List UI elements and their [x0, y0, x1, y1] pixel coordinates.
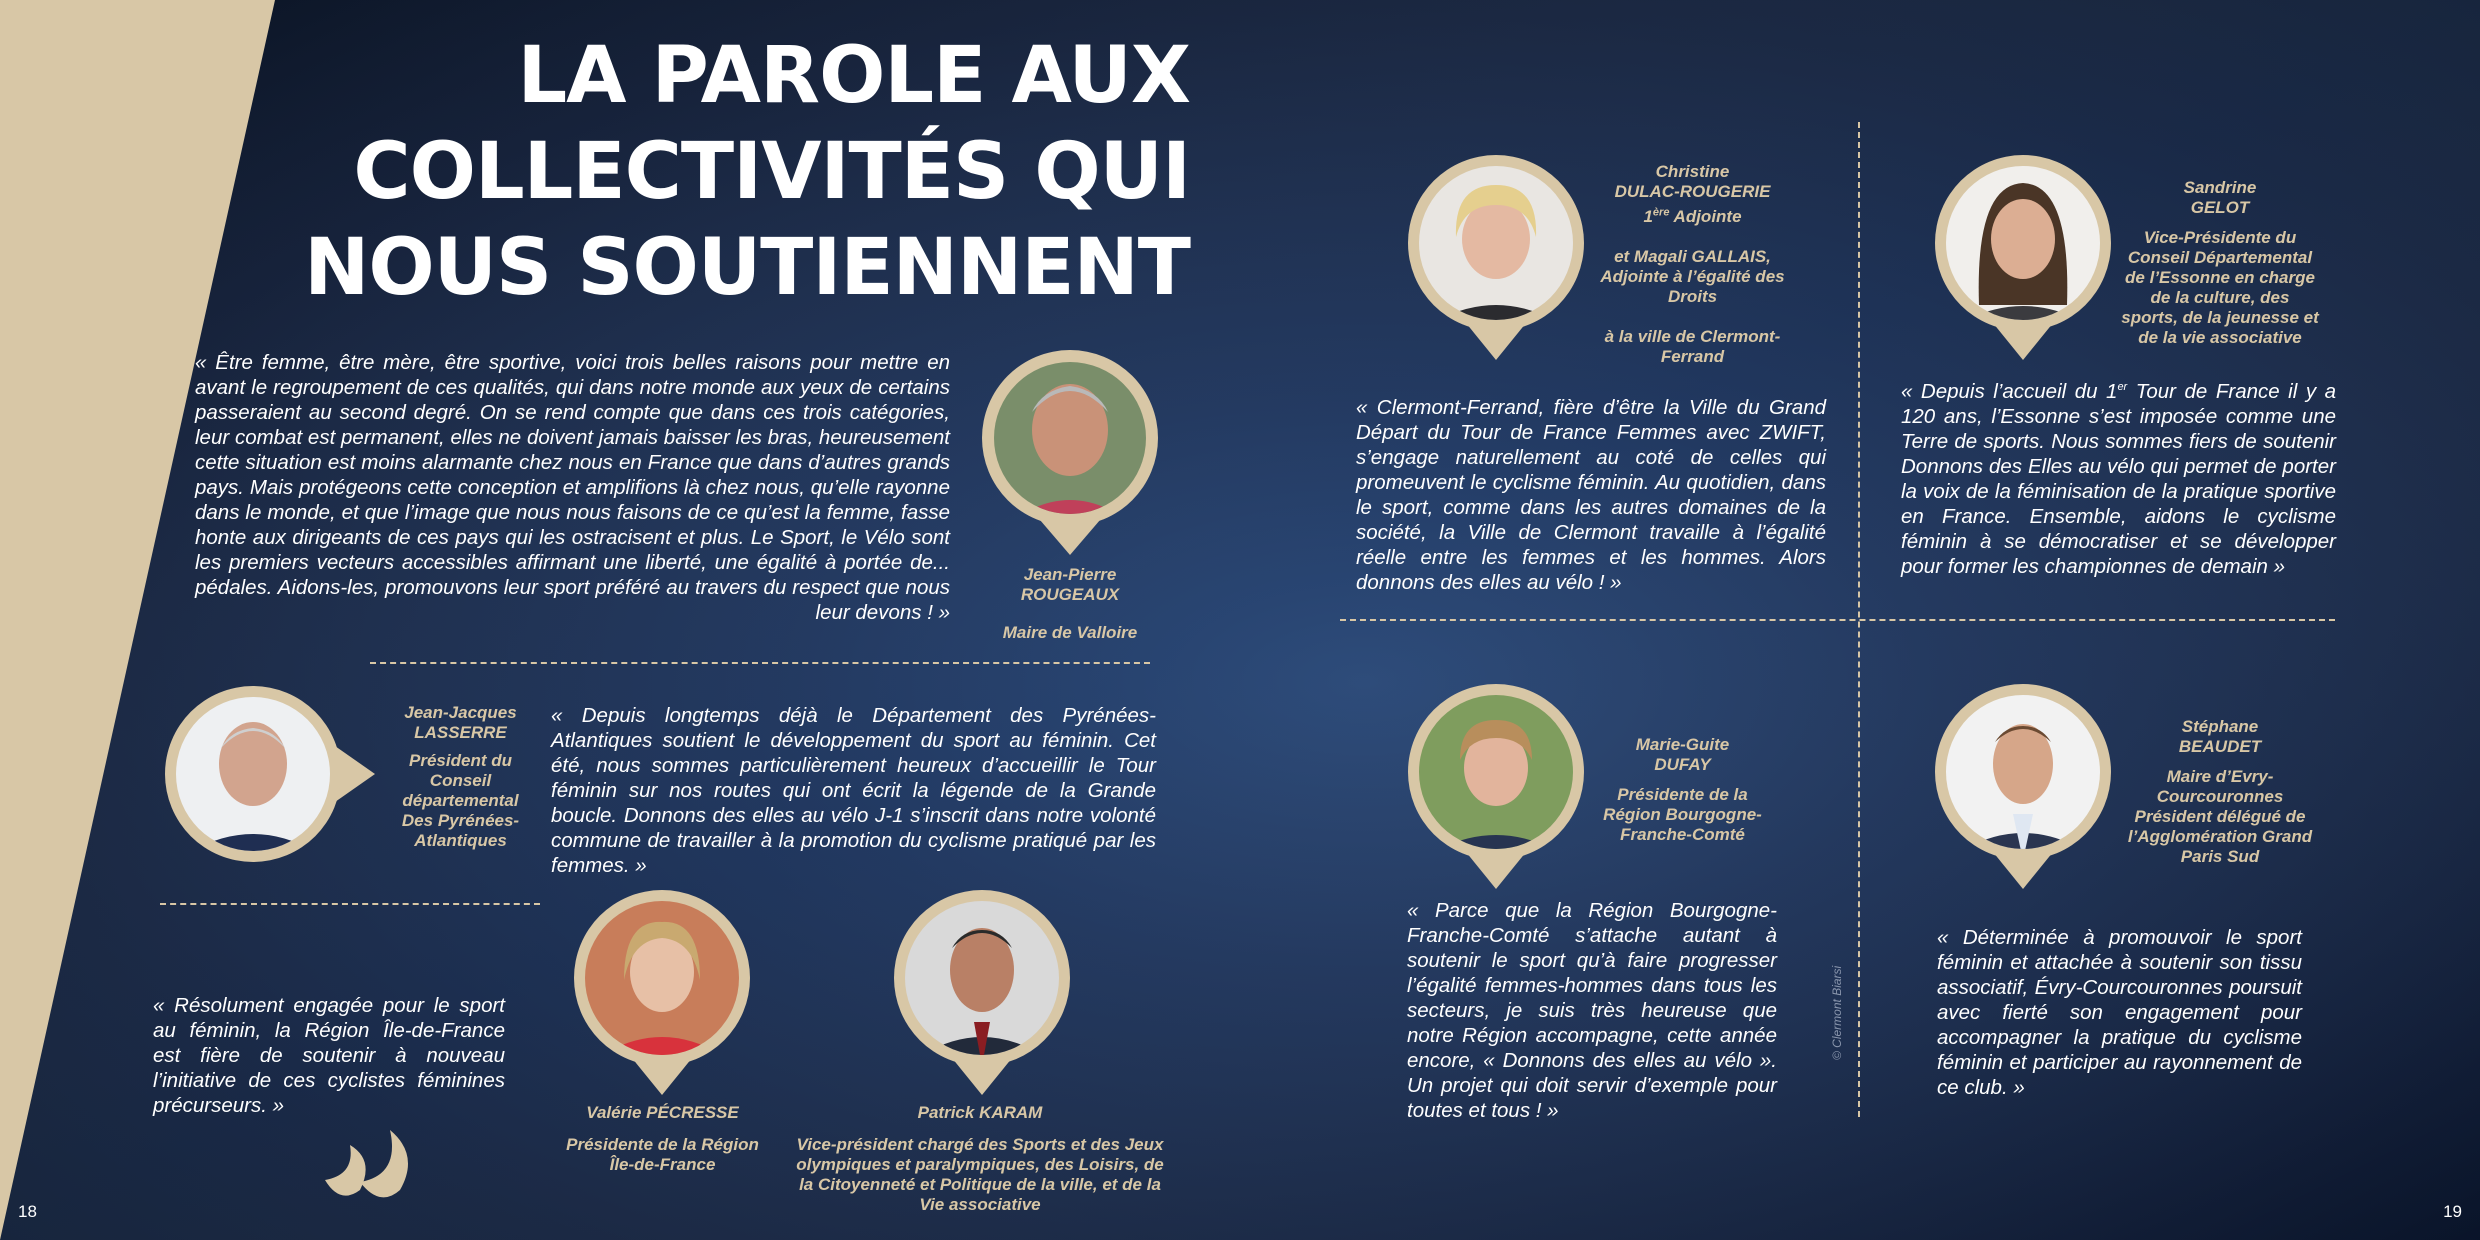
beaudet-name	[2120, 717, 2320, 867]
dufay-name	[1595, 735, 1770, 845]
rougeaux-portrait	[980, 350, 1160, 555]
gelot-name	[2120, 178, 2320, 348]
lasserre-name	[388, 703, 533, 851]
dufay-role: Présidente de la Région Bourgogne-Franche-Comté	[1603, 785, 1762, 844]
dulac-firstname: Christine	[1655, 162, 1730, 181]
dufay-quote: « Parce que la Région Bourgogne-Franche-Comté s’attache autant à soutenir le sport qu’à faire progresser l’égalité femmes-hommes dans tous les secteurs, je suis très heureuse que notre Région accompagne, cette année encore, « Donnons des elles au vélo ». Un projet qui doit servir d’exemple pour toutes et tous ! »	[1407, 899, 1777, 1122]
lasserre-lastname: LASSERRE	[414, 723, 507, 742]
beaudet-firstname: Stéphane	[2181, 717, 2259, 736]
gelot-lastname: GELOT	[2190, 198, 2250, 217]
pecresse-name	[565, 1103, 760, 1175]
page-number-left: 18	[18, 1202, 37, 1221]
pecresse-role: Présidente de la Région Île-de-France	[566, 1135, 759, 1174]
beaudet-lastname: BEAUDET	[2178, 737, 2262, 756]
page-title: LA PAROLE AUX COLLECTIVITÉS QUI NOUS SOUTIENNENT	[304, 31, 1190, 313]
karam-role: Vice-président chargé des Sports et des Jeux olympiques et paralympiques, des Loisirs, de la Citoyenneté et Politique de la ville, et de la Vie associative	[796, 1135, 1164, 1214]
karam-portrait	[894, 890, 1070, 1095]
divider-left-1	[370, 662, 1150, 664]
rougeaux-role: Maire de Valloire	[1002, 623, 1138, 642]
lasserre-firstname: Jean-Jacques	[404, 703, 517, 722]
divider-right-horizontal	[1340, 619, 2335, 621]
dulac-name	[1600, 162, 1785, 367]
dulac-role1	[1643, 207, 1741, 226]
dulac-role2: Adjointe à l’égalité des Droits	[1600, 266, 1785, 306]
dulac-role1-sup: ère	[1652, 206, 1670, 218]
beaudet-portrait	[1935, 684, 2111, 889]
dulac-role1-rest: Adjointe	[1669, 206, 1742, 226]
rougeaux-quote: « Être femme, être mère, être sportive, voici trois belles raisons pour mettre en avant le regroupement de ces qualités, qui dans notre monde aux yeux de certains passeraient au second degré. On se rend compte que dans ces trois catégories, leur combat est permanent, elles ne doivent jamais baisser les bras, heureusement cette situation est moins alarmante chez nous en France que dans d’autres grands pays. Mais protégeons cette conception et amplifions là chez nous, qu’elle rayonne dans le monde, et que l’image que nous nous faisons de ce qu’est la femme, fasse honte aux dirigeants de ces pays qui les ostracisent et plus. Le Sport, le Vélo sont les premiers vecteurs accessibles affirmant une liberté, une égalité à portée de... pédales. Aidons-les, promouvons leur sport préféré au travers du respect que nous leur devons ! »	[195, 351, 950, 624]
rougeaux-lastname: ROUGEAUX	[1020, 585, 1120, 604]
photo-credit: © Clermont Biarsi	[1830, 965, 1844, 1060]
gelot-role: Vice-Présidente du Conseil Départemental de l’Essonne en charge de la culture, des sports, de la jeunesse et de la vie associative	[2121, 228, 2319, 347]
lasserre-quote: « Depuis longtemps déjà le Département des Pyrénées-Atlantiques soutient le développement du sport au féminin. Cet été, nous sommes particulièrement heureux d’accueillir le Tour féminin sur nos routes qui ont écrit la légende de la Grande boucle. Donnons des elles au vélo J-1 s’inscrit dans notre volonté commune de travailler à la promotion du cyclisme pratiqué par les femmes. »	[551, 704, 1156, 877]
karam-name	[790, 1103, 1170, 1215]
gelot-quote	[1901, 375, 2336, 579]
beaudet-quote: « Déterminée à promouvoir le sport féminin et attachée à soutenir son tissu associatif, Évry-Courcouronnes poursuit avec fierté son engagement pour accompagner la pratique du cyclisme féminin et participer au rayonnement de ce club. »	[1937, 926, 2302, 1099]
karam-fullname: Patrick KARAM	[917, 1103, 1043, 1122]
pecresse-portrait	[574, 890, 750, 1095]
dulac-role1-num: 1	[1643, 206, 1653, 226]
gelot-portrait	[1935, 155, 2111, 360]
dulac-second-name: et Magali GALLAIS,	[1614, 246, 1771, 266]
lasserre-portrait	[165, 686, 375, 862]
gelot-quote-b: Tour de France il y a 120 ans, l’Essonne s’est imposée comme une Terre de sports. Nous sommes fiers de soutenir Donnons des Elles au vélo qui permet de porter la voix de la féminisation de la pratique sportive en France. Ensemble, aidons le cyclisme féminin à se démocratiser et se développer pour former les championnes de demain »	[1901, 379, 2336, 578]
dufay-portrait	[1408, 684, 1584, 889]
divider-left-2	[160, 903, 540, 905]
gelot-quote-a: « Depuis l’accueil du 1	[1901, 379, 2118, 403]
pecresse-fullname: Valérie PÉCRESSE	[586, 1103, 739, 1122]
gelot-firstname: Sandrine	[2183, 178, 2257, 197]
dulac-role3: à la ville de Clermont-Ferrand	[1604, 326, 1781, 366]
dulac-quote: « Clermont-Ferrand, fière d’être la Ville du Grand Départ du Tour de France Femmes avec ZWIFT, s’engage naturellement au coté de celles qui promeuvent le cyclisme féminin. Au quotidien, dans le sport, comme dans les autres domaines de la société, la Ville de Clermont travaille à l’égalité réelle entre les femmes et les hommes. Alors donnons des elles au vélo ! »	[1356, 396, 1826, 594]
rougeaux-firstname: Jean-Pierre	[1023, 565, 1117, 584]
quote-mark-icon	[315, 1120, 415, 1200]
gelot-quote-sup: er	[2117, 381, 2128, 393]
page-number-right: 19	[2443, 1202, 2462, 1221]
idf-quote: « Résolument engagée pour le sport au féminin, la Région Île-de-France est fière de soutenir à nouveau l’initiative de ces cyclistes féminines précurseurs. »	[153, 994, 505, 1117]
dufay-lastname: DUFAY	[1654, 755, 1711, 774]
rougeaux-name	[985, 565, 1155, 643]
dufay-firstname: Marie-Guite	[1635, 735, 1730, 754]
dulac-portrait	[1408, 155, 1584, 360]
beaudet-role: Maire d’Evry-Courcouronnes Président délégué de l’Agglomération Grand Paris Sud	[2127, 767, 2313, 866]
dulac-lastname: DULAC-ROUGERIE	[1614, 182, 1771, 201]
lasserre-role: Président du Conseil départemental Des Pyrénées-Atlantiques	[401, 751, 520, 850]
